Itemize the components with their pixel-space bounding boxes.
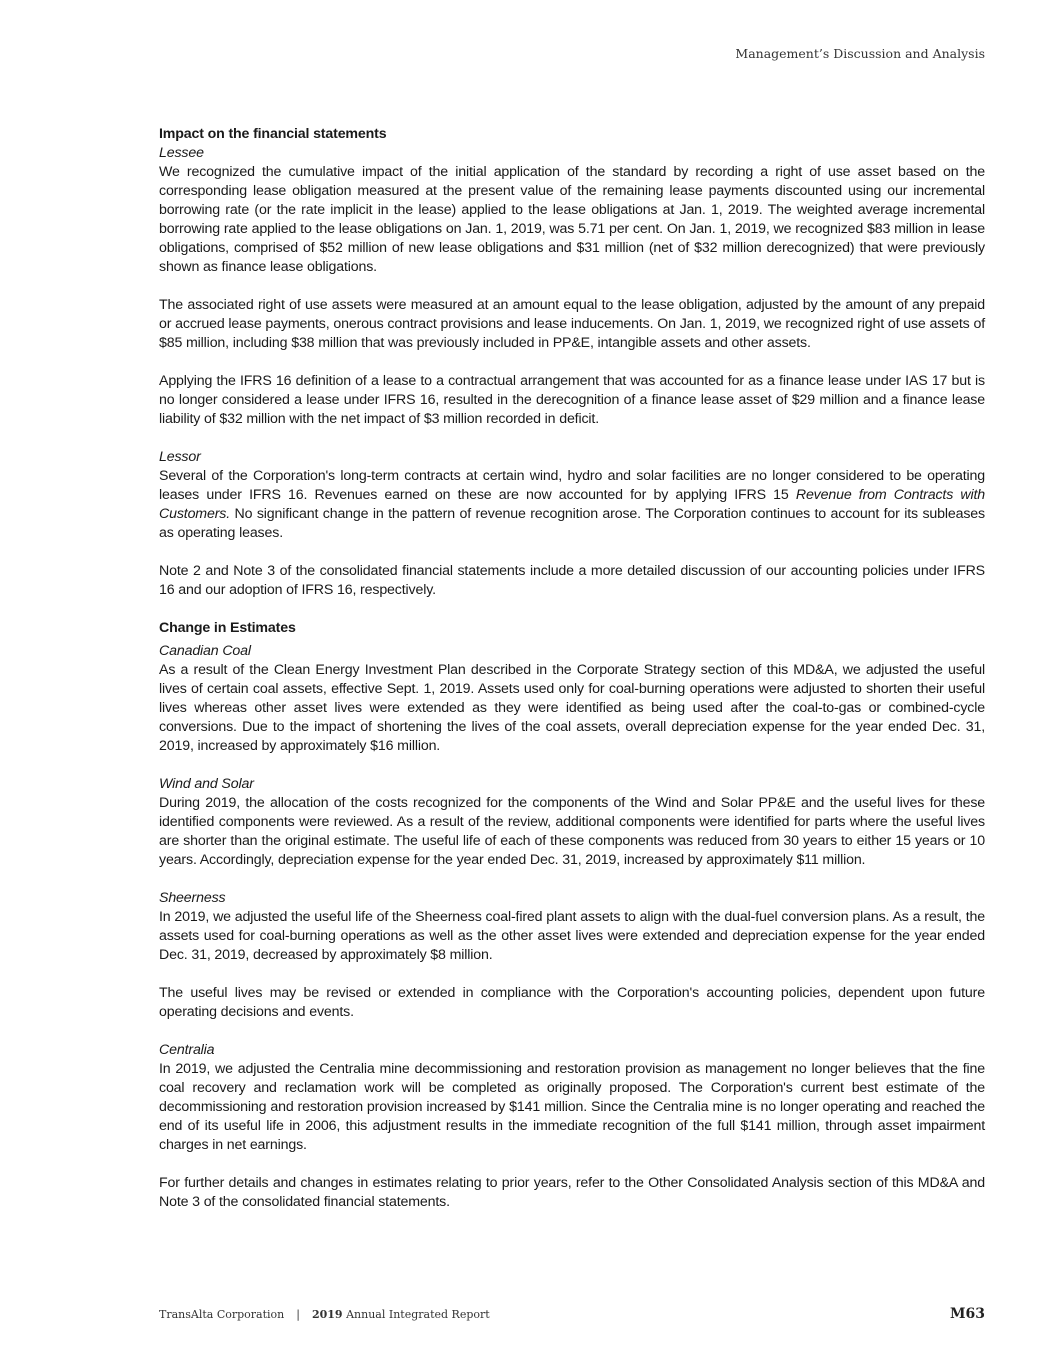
footer-report: Annual Integrated Report [346,1308,490,1321]
paragraph: We recognized the cumulative impact of the initial application of the standard by recording a right of use asset based on the corresponding lease obligation measured at the present value of the remaining lease payments discounted using our incremental borrowing rate (or the rate implicit in the lease) applied to the lease obligations at Jan. 1, 2019. The weighted average incremental borrowing rate applied to the lease obligations on Jan. 1, 2019, was 5.71 per cent. On Jan. 1, 2019, we recognized $83 million in lease obligations, comprised of $52 million of new lease obligations and $31 million (net of $32 million derecognized) that were previously shown as finance lease obligations. [159,164,985,275]
paragraph: During 2019, the allocation of the costs recognized for the components of the Wind and Solar PP&E and the useful lives for these identified components were reviewed. As a result of the review, additional components were identified for parts where the useful lives are shorter than the original estimate. The useful life of each of these components was reduced from 30 years to either 15 years or 10 years. Accordingly, depreciation expense for the year ended Dec. 31, 2019, increased by approximately $11 million. [159,795,985,868]
page-footer [159,1308,985,1321]
paragraph: In 2019, we adjusted the Centralia mine decommissioning and restoration provision as management no longer believes that the fine coal recovery and reclamation work will be completed as originally proposed. The Corporation's current best estimate of the decommissioning and restoration provision increased by $141 million. Since the Centralia mine is no longer operating and reached the end of its useful life in 2006, this adjustment results in the immediate recognition of the full $141 million, through asset impairment charges in net earnings. [159,1061,985,1153]
footer-company: TransAlta Corporation [159,1308,285,1321]
subheading-lessor: Lessor [159,449,201,465]
paragraph: As a result of the Clean Energy Investment Plan described in the Corporate Strategy section of this MD&A, we adjusted the useful lives of certain coal assets, effective Sept. 1, 2019. Assets used only for coal-burning operations were adjusted to shorten their useful lives whereas other asset lives were extended as they were identified as being used after the coal-to-gas or combined-cycle conversions. Due to the impact of shortening the lives of the coal assets, overall depreciation expense for the year ended Dec. 31, 2019, increased by approximately $16 million. [159,662,985,754]
italic-title: Revenue from Contracts with Customers. [159,487,985,522]
section-heading: Impact on the financial statements [159,126,387,142]
paragraph: The associated right of use assets were measured at an amount equal to the lease obligation, adjusted by the amount of any prepaid or accrued lease payments, onerous contract provisions and lease inducements. On Jan. 1, 2019, we recognized right of use assets of $85 million, including $38 million that was previously included in PP&E, intangible assets and other assets. [159,297,985,351]
paragraph: For further details and changes in estimates relating to prior years, refer to the Other Consolidated Analysis section of this MD&A and Note 3 of the consolidated financial statements. [159,1175,985,1210]
footer-separator: | [296,1308,300,1321]
subheading-centralia: Centralia [159,1042,215,1058]
paragraph: Note 2 and Note 3 of the consolidated financial statements include a more detailed discussion of our accounting policies under IFRS 16 and our adoption of IFRS 16, respectively. [159,563,985,598]
text-run: No significant change in the pattern of revenue recognition arose. The Corporation continues to account for its subleases as operating leases. [159,506,985,541]
subheading-lessee: Lessee [159,145,204,161]
footer-year: 2019 [311,1308,343,1321]
running-header: Management’s Discussion and Analysis [735,46,985,61]
text-run: Several of the Corporation's long-term contracts at certain wind, hydro and solar facilities are no longer considered to be operating leases under IFRS 16. Revenues earned on these are now accounted for by applying IFRS 15 [159,468,985,503]
page-number: M63 [950,1306,985,1322]
subheading-wind-solar: Wind and Solar [159,776,254,792]
paragraph: In 2019, we adjusted the useful life of the Sheerness coal-fired plant assets to align with the dual-fuel conversion plans. As a result, the assets used for coal-burning operations as well as the other asset lives were extended and depreciation expense for the year ended Dec. 31, 2019, decreased by approximately $8 million. [159,909,985,963]
paragraph: The useful lives may be revised or extended in compliance with the Corporation's accounting policies, dependent upon future operating decisions and events. [159,985,985,1020]
subheading-sheerness: Sheerness [159,890,226,906]
document-body [159,125,985,1231]
paragraph [159,467,985,543]
paragraph: Applying the IFRS 16 definition of a lease to a contractual arrangement that was accounted for as a finance lease under IAS 17 but is no longer considered a lease under IFRS 16, resulted in the derecognition of a finance lease asset of $29 million and a finance lease liability of $32 million with the net impact of $3 million recorded in deficit. [159,373,985,427]
subheading-canadian-coal: Canadian Coal [159,643,251,659]
section-heading: Change in Estimates [159,620,296,636]
